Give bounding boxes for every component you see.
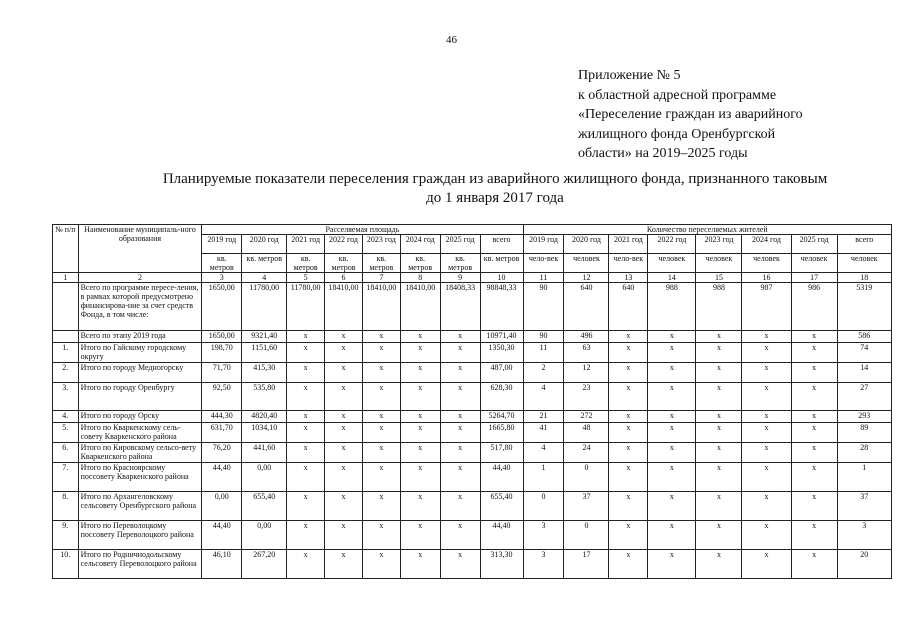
title-line: Планируемые показатели переселения граждан из аварийного жилищного фонда, признанного таковым (162, 171, 828, 187)
row-value: 1350,30 (480, 343, 523, 363)
row-name: Итого по Гайскому городскому округу (78, 343, 202, 363)
row-value: x (648, 331, 696, 343)
appendix-line: «Переселение граждан из аварийного (578, 107, 803, 122)
row-value: 24 (564, 443, 609, 463)
row-value: x (400, 463, 440, 492)
row-number: 10. (53, 550, 79, 579)
row-value: x (440, 363, 480, 383)
resettlement-table (52, 224, 892, 579)
row-value: 655,40 (242, 492, 287, 521)
header-column-index: 1 (53, 273, 79, 283)
row-value: 44,40 (480, 463, 523, 492)
row-value: 517,80 (480, 443, 523, 463)
row-value: 11780,00 (287, 283, 325, 331)
header-column-index: 7 (362, 273, 400, 283)
row-name: Итого по Кваркенскому сель-совету Кваркенского района (78, 423, 202, 443)
row-value: 14 (837, 363, 891, 383)
header-people-group: Количество переселяемых жителей (523, 225, 891, 235)
header-people-unit: человек (564, 254, 609, 273)
row-value: 48 (564, 423, 609, 443)
row-value: x (325, 423, 363, 443)
row-value: x (609, 411, 648, 423)
header-column-index: 15 (696, 273, 742, 283)
row-name: Всего по этапу 2019 года (78, 331, 202, 343)
row-value: x (362, 411, 400, 423)
table-row (53, 463, 892, 492)
row-value: 12 (564, 363, 609, 383)
row-value: x (287, 443, 325, 463)
row-value: x (400, 363, 440, 383)
row-value: 4820,40 (242, 411, 287, 423)
row-value: 988 (696, 283, 742, 331)
row-value: x (362, 343, 400, 363)
row-value: 441,60 (242, 443, 287, 463)
row-value: x (648, 411, 696, 423)
row-value: 63 (564, 343, 609, 363)
table-row (53, 383, 892, 411)
row-name: Итого по Красноярскому поссовету Кваркенского района (78, 463, 202, 492)
row-value: 1 (523, 463, 564, 492)
header-column-index: 18 (837, 273, 891, 283)
row-value: 44,40 (480, 521, 523, 550)
row-value: x (791, 463, 837, 492)
row-name: Итого по городу Медногорску (78, 363, 202, 383)
row-number: 4. (53, 411, 79, 423)
row-value: x (440, 463, 480, 492)
row-name: Итого по городу Орску (78, 411, 202, 423)
row-value: x (791, 343, 837, 363)
row-value: x (696, 383, 742, 411)
row-value: x (791, 363, 837, 383)
row-value: x (742, 363, 791, 383)
header-column-index: 16 (742, 273, 791, 283)
row-value: x (325, 492, 363, 521)
row-name: Итого по городу Оренбургу (78, 383, 202, 411)
row-value: x (742, 423, 791, 443)
row-value: x (609, 383, 648, 411)
header-area-year: 2025 год (440, 235, 480, 254)
row-value: 18410,00 (325, 283, 363, 331)
row-value: x (648, 443, 696, 463)
row-value: 0 (564, 463, 609, 492)
row-value: 628,30 (480, 383, 523, 411)
header-column-index: 2 (78, 273, 202, 283)
header-column-index: 11 (523, 273, 564, 283)
row-value: x (609, 550, 648, 579)
row-value: x (287, 492, 325, 521)
row-value: 586 (837, 331, 891, 343)
row-value: x (325, 383, 363, 411)
row-value: 9321,40 (242, 331, 287, 343)
row-value: 496 (564, 331, 609, 343)
row-value: 18410,00 (362, 283, 400, 331)
header-area-year: 2020 год (242, 235, 287, 254)
row-value: 74 (837, 343, 891, 363)
header-column-index: 5 (287, 273, 325, 283)
header-area-unit: кв. метров (325, 254, 363, 273)
table-row (53, 492, 892, 521)
appendix-line: Приложение № 5 (578, 68, 681, 83)
row-name: Итого по Кировскому сельсо-вету Кваркенского района (78, 443, 202, 463)
header-area-year: 2024 год (400, 235, 440, 254)
row-value: 444,30 (202, 411, 242, 423)
row-value: 313,30 (480, 550, 523, 579)
row-value: 2 (523, 363, 564, 383)
row-value: x (648, 423, 696, 443)
row-value: 10971,40 (480, 331, 523, 343)
row-value: 3 (523, 550, 564, 579)
row-value: x (362, 331, 400, 343)
row-value: x (400, 521, 440, 550)
row-value: x (362, 521, 400, 550)
row-value: x (400, 550, 440, 579)
header-people-unit: человек (837, 254, 891, 273)
row-value: 20 (837, 550, 891, 579)
row-value: x (791, 521, 837, 550)
row-value: x (325, 343, 363, 363)
row-value: x (362, 463, 400, 492)
row-value: x (362, 443, 400, 463)
row-value: x (325, 463, 363, 492)
table-row (53, 521, 892, 550)
row-value: x (648, 343, 696, 363)
header-people-unit: человек (696, 254, 742, 273)
row-value: 198,70 (202, 343, 242, 363)
header-people-year: 2019 год (523, 235, 564, 254)
row-value: x (287, 423, 325, 443)
row-value: 89 (837, 423, 891, 443)
row-number: 9. (53, 521, 79, 550)
row-value: 5264,70 (480, 411, 523, 423)
row-value: 0 (523, 492, 564, 521)
row-value: 1151,60 (242, 343, 287, 363)
header-area-unit: кв. метров (440, 254, 480, 273)
row-value: x (696, 463, 742, 492)
header-area-year: 2019 год (202, 235, 242, 254)
row-number: 3. (53, 383, 79, 411)
row-value: x (696, 521, 742, 550)
header-area-unit: кв. метров (480, 254, 523, 273)
row-value: x (325, 363, 363, 383)
row-value: x (440, 331, 480, 343)
row-value: x (325, 550, 363, 579)
table-row (53, 550, 892, 579)
row-value: x (609, 343, 648, 363)
row-value: 1650,00 (202, 283, 242, 331)
row-value: x (440, 492, 480, 521)
row-value: x (742, 463, 791, 492)
header-column-index: 10 (480, 273, 523, 283)
row-value: x (287, 383, 325, 411)
row-value: x (362, 423, 400, 443)
document-title (100, 170, 890, 208)
row-value: 76,20 (202, 443, 242, 463)
row-value: x (696, 343, 742, 363)
row-value: 98848,33 (480, 283, 523, 331)
row-value: x (648, 521, 696, 550)
row-value: 267,20 (242, 550, 287, 579)
row-value: x (440, 383, 480, 411)
title-line: до 1 января 2017 года (426, 190, 564, 206)
row-name: Итого по Переволоцкому поссовету Переволоцкого района (78, 521, 202, 550)
row-value: x (742, 343, 791, 363)
header-area-unit: кв. метров (287, 254, 325, 273)
row-value: x (609, 363, 648, 383)
row-value: x (400, 443, 440, 463)
row-value: 28 (837, 443, 891, 463)
row-value: x (362, 383, 400, 411)
row-value: x (742, 411, 791, 423)
row-value: x (400, 423, 440, 443)
row-number: 5. (53, 423, 79, 443)
row-value: x (362, 492, 400, 521)
row-value: x (648, 463, 696, 492)
row-value: x (696, 331, 742, 343)
header-column-index: 12 (564, 273, 609, 283)
row-value: x (287, 463, 325, 492)
header-num: № п/п (53, 225, 79, 273)
row-value: 1665,80 (480, 423, 523, 443)
row-value: x (440, 423, 480, 443)
header-area-unit: кв. метров (242, 254, 287, 273)
header-column-index: 4 (242, 273, 287, 283)
row-value: x (440, 443, 480, 463)
row-value: x (742, 331, 791, 343)
header-column-index: 17 (791, 273, 837, 283)
table-row (53, 411, 892, 423)
row-value: x (742, 492, 791, 521)
row-value: x (609, 463, 648, 492)
row-value: x (400, 411, 440, 423)
row-number (53, 331, 79, 343)
row-name: Итого по Родничнодольскому сельсовету Переволоцкого района (78, 550, 202, 579)
row-value: 293 (837, 411, 891, 423)
header-column-index: 9 (440, 273, 480, 283)
row-value: x (648, 363, 696, 383)
row-value: 640 (609, 283, 648, 331)
row-value: 90 (523, 331, 564, 343)
row-number: 1. (53, 343, 79, 363)
header-people-year: 2023 год (696, 235, 742, 254)
row-value: x (609, 521, 648, 550)
header-area-unit: кв. метров (400, 254, 440, 273)
row-value: 3 (523, 521, 564, 550)
header-column-index: 8 (400, 273, 440, 283)
row-value: x (791, 550, 837, 579)
header-people-unit: человек (648, 254, 696, 273)
header-people-unit: человек (791, 254, 837, 273)
row-value: 0,00 (242, 463, 287, 492)
row-value: 631,70 (202, 423, 242, 443)
table-row (53, 423, 892, 443)
header-area-year: всего (480, 235, 523, 254)
row-value: x (696, 363, 742, 383)
row-number: 2. (53, 363, 79, 383)
row-value: x (325, 411, 363, 423)
row-value: x (287, 331, 325, 343)
row-value: 11 (523, 343, 564, 363)
row-value: 46,10 (202, 550, 242, 579)
appendix-line: жилищного фонда Оренбургской (578, 126, 776, 142)
header-area-group: Расселяемая площадь (202, 225, 523, 235)
row-value: 3 (837, 521, 891, 550)
row-value: x (696, 411, 742, 423)
table-row (53, 331, 892, 343)
header-people-year: 2022 год (648, 235, 696, 254)
row-value: x (287, 521, 325, 550)
row-value: 655,40 (480, 492, 523, 521)
row-value: x (742, 550, 791, 579)
row-value: x (362, 363, 400, 383)
row-value: 4 (523, 383, 564, 411)
header-area-unit: кв. метров (362, 254, 400, 273)
table-row (53, 343, 892, 363)
header-people-year: 2024 год (742, 235, 791, 254)
header-people-unit: человек (742, 254, 791, 273)
row-value: 640 (564, 283, 609, 331)
row-value: 18408,33 (440, 283, 480, 331)
row-value: x (400, 492, 440, 521)
row-value: 5319 (837, 283, 891, 331)
header-people-year: 2020 год (564, 235, 609, 254)
header-column-index: 13 (609, 273, 648, 283)
header-area-year: 2021 год (287, 235, 325, 254)
row-value: 90 (523, 283, 564, 331)
row-value: x (325, 331, 363, 343)
row-value: 1 (837, 463, 891, 492)
row-number: 7. (53, 463, 79, 492)
row-value: 272 (564, 411, 609, 423)
row-value: 1034,10 (242, 423, 287, 443)
row-value: x (440, 343, 480, 363)
row-value: x (648, 550, 696, 579)
row-value: x (742, 383, 791, 411)
appendix-caption (578, 66, 803, 164)
row-value: x (696, 550, 742, 579)
row-value: 415,30 (242, 363, 287, 383)
row-name: Всего по программе пересе-ления, в рамках которой предусмотрено финансирова-ние за счет средств Фонда, в том числе: (78, 283, 202, 331)
row-value: x (287, 550, 325, 579)
row-value: x (696, 492, 742, 521)
table-row (53, 283, 892, 331)
row-value: 11780,00 (242, 283, 287, 331)
row-value: 986 (791, 283, 837, 331)
row-value: 44,40 (202, 521, 242, 550)
row-value: 23 (564, 383, 609, 411)
table-row (53, 443, 892, 463)
row-value: 27 (837, 383, 891, 411)
header-people-year: 2025 год (791, 235, 837, 254)
row-value: 92,50 (202, 383, 242, 411)
row-value: x (742, 521, 791, 550)
row-value: 17 (564, 550, 609, 579)
row-value: x (325, 443, 363, 463)
header-column-index: 14 (648, 273, 696, 283)
row-number (53, 283, 79, 331)
row-value: x (609, 492, 648, 521)
row-value: x (791, 411, 837, 423)
row-value: x (325, 521, 363, 550)
row-value: x (609, 423, 648, 443)
header-column-index: 6 (325, 273, 363, 283)
header-people-year: 2021 год (609, 235, 648, 254)
table-row (53, 363, 892, 383)
row-value: 37 (837, 492, 891, 521)
row-value: x (696, 443, 742, 463)
row-value: x (791, 331, 837, 343)
row-value: 487,00 (480, 363, 523, 383)
row-value: x (400, 343, 440, 363)
row-value: x (609, 443, 648, 463)
row-number: 8. (53, 492, 79, 521)
header-area-year: 2022 год (325, 235, 363, 254)
row-value: x (648, 383, 696, 411)
appendix-line: области» на 2019–2025 годы (578, 146, 748, 161)
row-value: 21 (523, 411, 564, 423)
row-value: 0,00 (242, 521, 287, 550)
row-value: 44,40 (202, 463, 242, 492)
row-value: 1650,00 (202, 331, 242, 343)
row-value: x (440, 411, 480, 423)
header-name: Наименование муниципаль-ного образования (78, 225, 202, 273)
row-value: x (287, 411, 325, 423)
header-area-unit: кв. метров (202, 254, 242, 273)
row-value: x (696, 423, 742, 443)
row-value: 0,00 (202, 492, 242, 521)
row-value: x (791, 383, 837, 411)
header-area-year: 2023 год (362, 235, 400, 254)
header-people-year: всего (837, 235, 891, 254)
row-number: 6. (53, 443, 79, 463)
row-value: x (742, 443, 791, 463)
row-value: 988 (648, 283, 696, 331)
page-number: 46 (446, 34, 457, 46)
header-column-index: 3 (202, 273, 242, 283)
appendix-line: к областной адресной программе (578, 87, 777, 103)
row-value: 0 (564, 521, 609, 550)
row-value: 987 (742, 283, 791, 331)
row-value: x (791, 492, 837, 521)
header-people-unit: чело-век (609, 254, 648, 273)
row-value: 37 (564, 492, 609, 521)
row-value: x (440, 521, 480, 550)
row-value: 535,80 (242, 383, 287, 411)
row-value: 41 (523, 423, 564, 443)
row-value: x (400, 383, 440, 411)
row-value: x (791, 423, 837, 443)
header-people-unit: чело-век (523, 254, 564, 273)
row-value: x (362, 550, 400, 579)
row-value: 18410,00 (400, 283, 440, 331)
row-value: 4 (523, 443, 564, 463)
row-value: x (287, 343, 325, 363)
row-value: 71,70 (202, 363, 242, 383)
row-value: x (287, 363, 325, 383)
row-name: Итого по Архангеловскому сельсовету Оренбургского района (78, 492, 202, 521)
row-value: x (400, 331, 440, 343)
row-value: x (609, 331, 648, 343)
row-value: x (440, 550, 480, 579)
row-value: x (648, 492, 696, 521)
row-value: x (791, 443, 837, 463)
